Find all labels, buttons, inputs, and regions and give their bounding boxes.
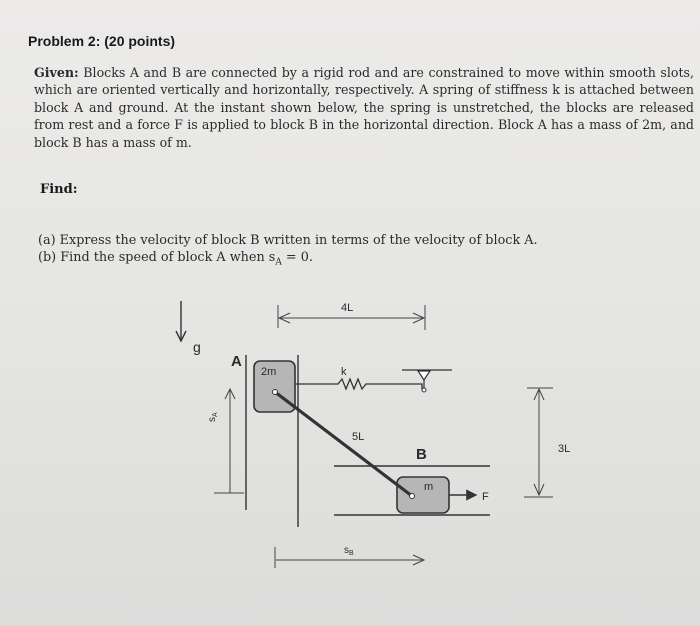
sb-label: $s_B$ <box>344 545 354 557</box>
part-b-subscript: A <box>275 257 282 268</box>
spring <box>295 379 422 389</box>
given-label: Given: <box>34 65 79 80</box>
force-label: F <box>482 491 489 503</box>
dimension-3l-label: 3L <box>558 443 571 455</box>
gravity-label: g <box>193 339 201 355</box>
block-b-label: B <box>416 446 427 463</box>
block-b <box>397 477 449 513</box>
problem-title: Problem 2: (20 points) <box>28 33 176 49</box>
part-b-end: = 0. <box>281 250 313 265</box>
part-b-text: (b) Find the speed of block A when s <box>38 250 276 265</box>
sa-dimension <box>214 389 244 493</box>
gravity-arrow <box>176 301 186 341</box>
rigid-rod <box>275 392 412 496</box>
dimension-4l-label: 4L <box>341 302 354 314</box>
block-b-mass: m <box>424 481 434 493</box>
given-text: Blocks A and B are connected by a rigid rod and are constrained to move within smooth slots, which are oriented vertically and horizontally, respectively. A spring of stiffness k is attached between block A and ground. At the instant shown below, the spring is unstretched, the blocks are released from rest and a force F is applied to block B in the horizontal direction. Block A has a mass of 2m, and block B has a mass of m. <box>34 65 694 150</box>
sa-label: $s_A$ <box>207 412 219 422</box>
dimension-3l <box>524 388 553 497</box>
part-a: (a) Express the velocity of block B written in terms of the velocity of block A. <box>38 233 538 248</box>
block-a-label: A <box>231 353 242 370</box>
block-a-mass: 2m <box>261 366 277 378</box>
spring-label: k <box>341 366 347 378</box>
ground-support <box>402 370 452 392</box>
pin-b <box>410 494 415 499</box>
pin-a <box>273 390 278 395</box>
rod-label: 5L <box>352 431 365 443</box>
find-label: Find: <box>40 182 78 197</box>
